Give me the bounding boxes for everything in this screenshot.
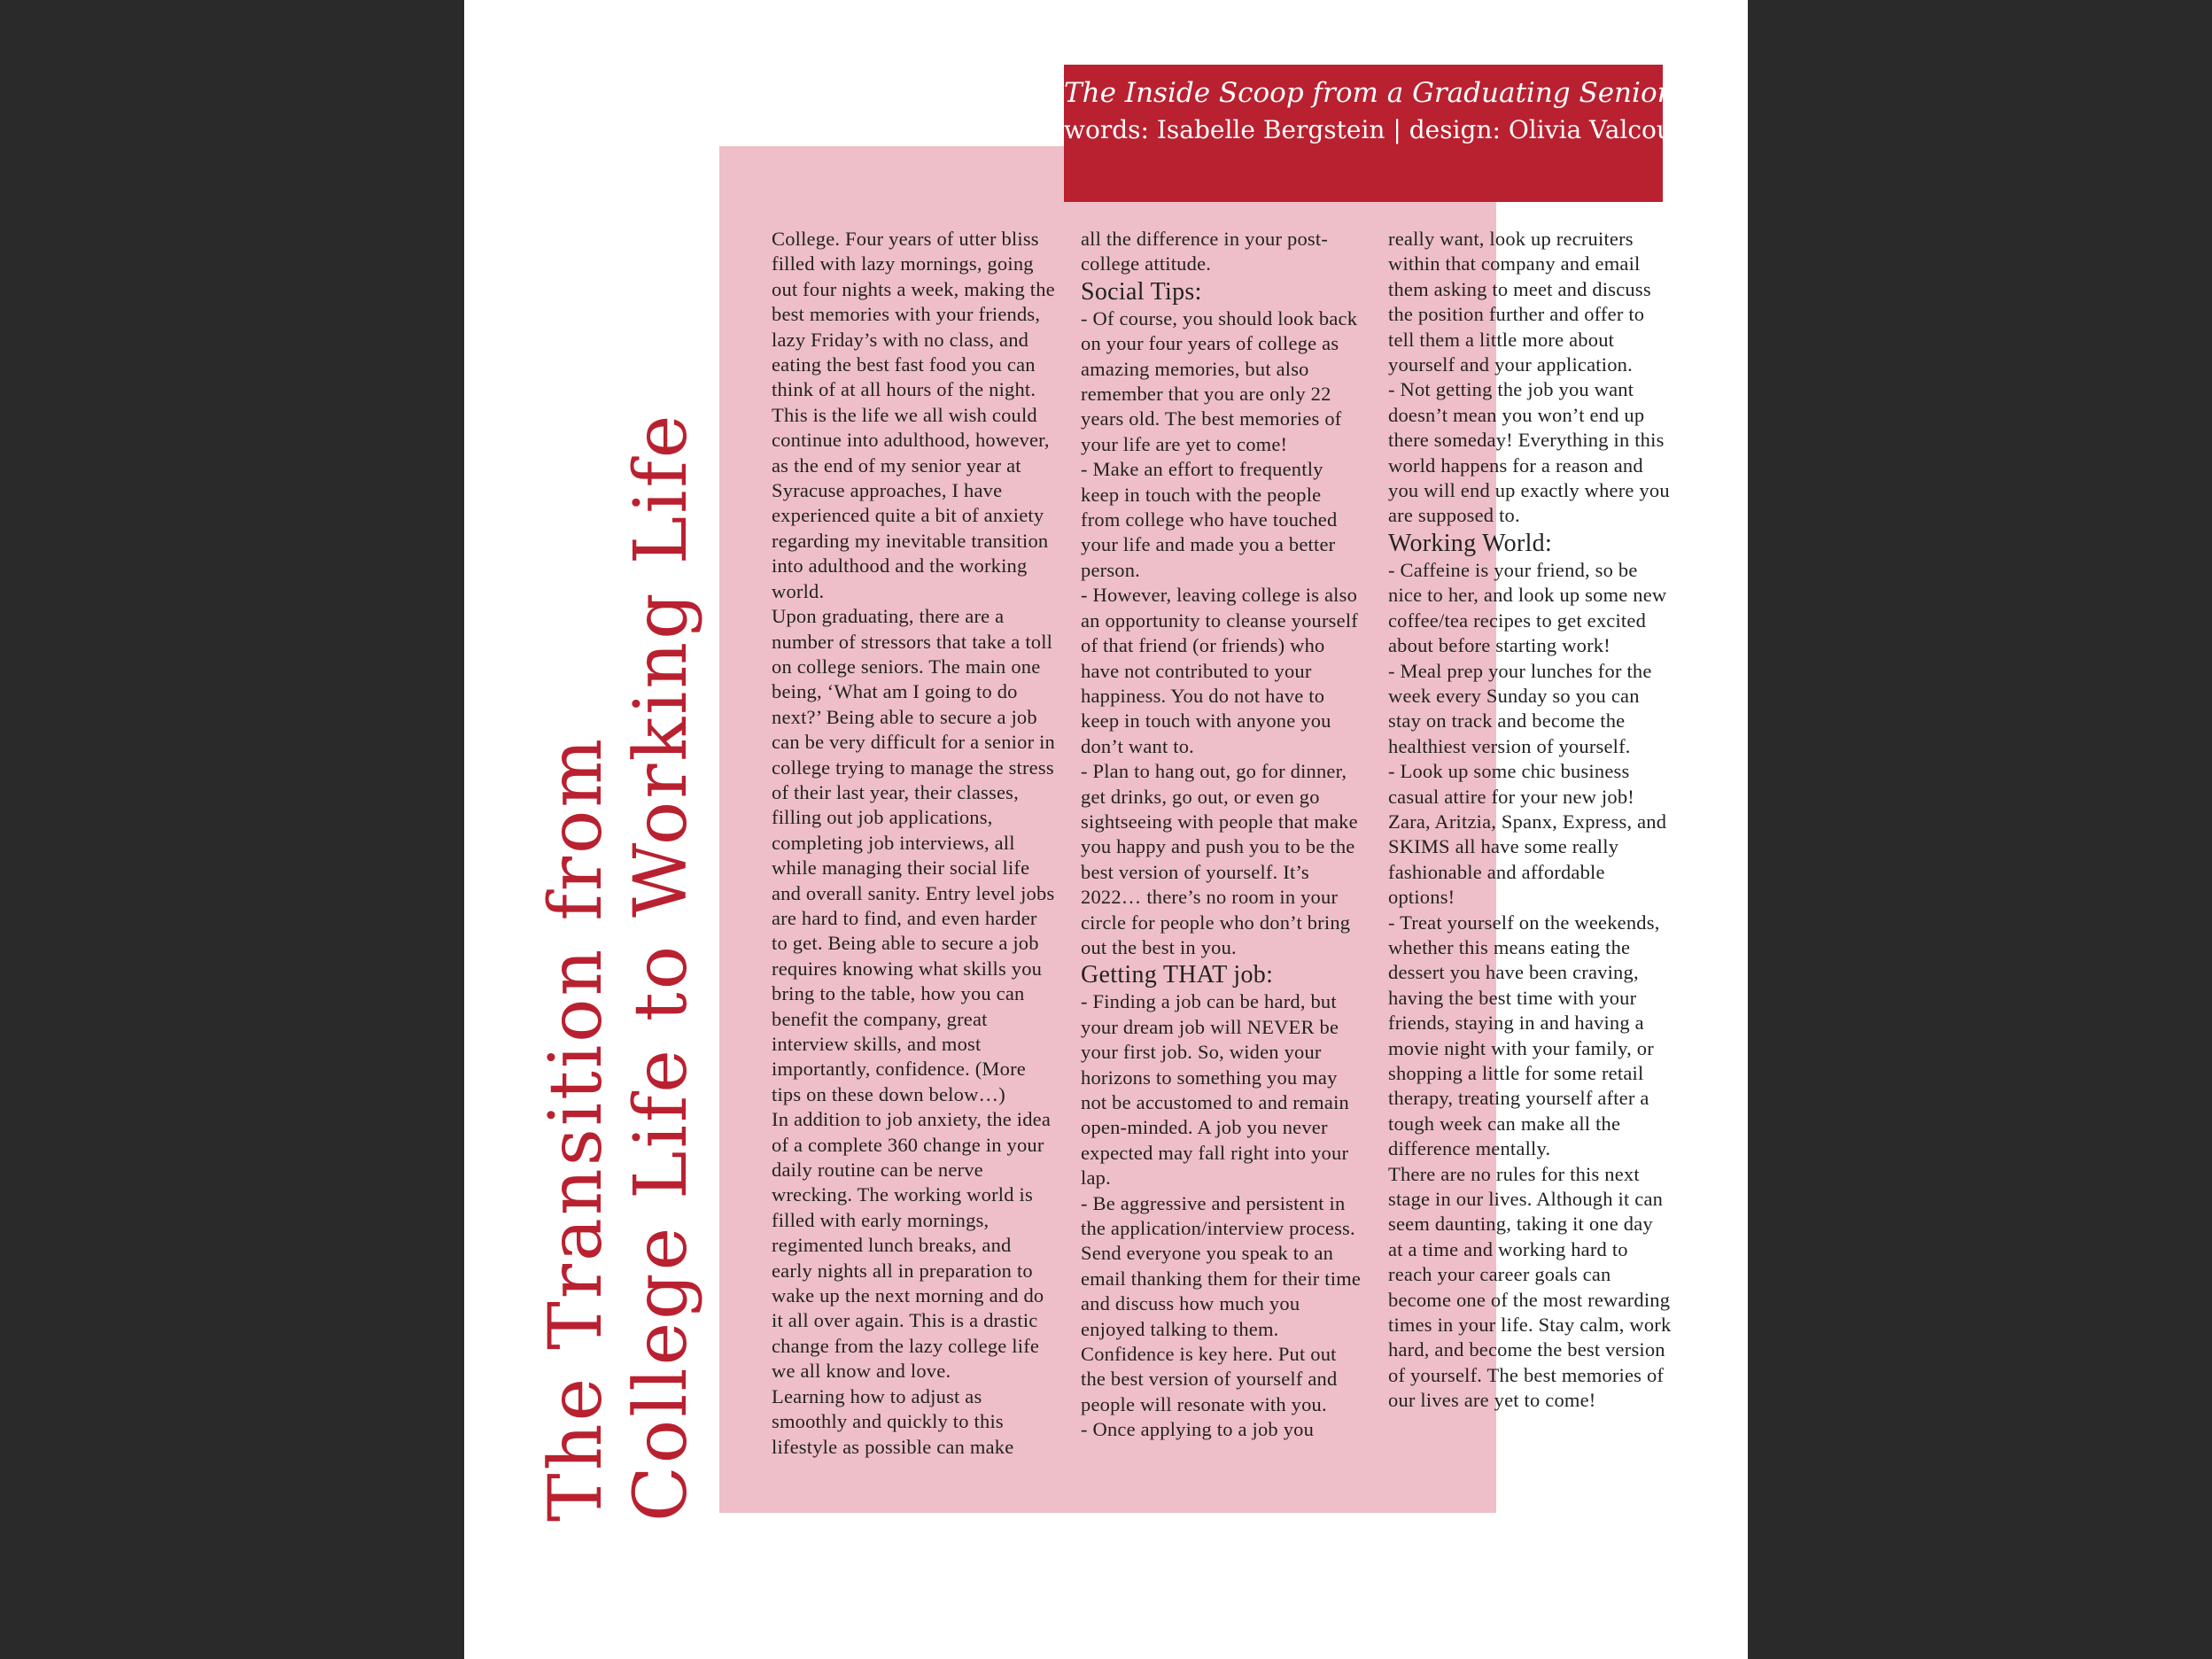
tip-item: - Not getting the job you want doesn’t mean you won’t end up there someday! Everything in this world happens for a reason and you will end up exactly where you are supposed to. <box>1388 378 1670 527</box>
paragraph: Learning how to adjust as smoothly and quickly to this lifestyle as possible can make <box>772 1384 1014 1458</box>
title-line-2: College Life to Working Life <box>619 412 703 1522</box>
tip-item: - Of course, you should look back on your four years of college as amazing memories, but also remember that you are only 22 years old. The best memories of your life are yet to come! <box>1081 306 1358 455</box>
tip-item: - Make an effort to frequently keep in touch with the people from college who have touched your life and made you a better person. <box>1081 458 1338 581</box>
text-column-2 <box>1081 227 1364 1443</box>
tip-item: - Be aggressive and persistent in the application/interview process. Send everyone you speak to an email thanking them for their time and discuss how much you enjoyed talking to them. Confidence is key here. Put out the best version of yourself and people will resonate with you. <box>1081 1191 1362 1415</box>
section-heading-getting-job: Getting THAT job: <box>1081 961 1274 989</box>
magazine-page <box>464 0 1748 1659</box>
article-credits: words: Isabelle Bergstein | design: Olivia Valcourt <box>1064 114 1695 144</box>
text-column-3 <box>1388 227 1672 1414</box>
tip-item: - Finding a job can be hard, but your dream job will NEVER be your first job. So, widen your horizons to something you may not be accustomed to and remain open-minded. A job you never expected may fall right into your lap. <box>1081 990 1349 1190</box>
tip-item: - Meal prep your lunches for the week every Sunday so you can stay on track and become the healthiest version of yourself. <box>1388 659 1652 757</box>
paragraph: In addition to job anxiety, the idea of a complete 360 change in your daily routine can be nerve wrecking. The working world is filled with early mornings, regimented lunch breaks, and early nights all in preparation to wake up the next morning and do it all over again. This is a drastic change from the lazy college life we all know and love. <box>772 1108 1052 1383</box>
paragraph: College. Four years of utter bliss filled with lazy mornings, going out four nights a week, making the best memories with your friends, lazy Friday’s with no class, and eating the best fast food you can think of at all hours of the night. This is the life we all wish could continue into adulthood, however, as the end of my senior year at Syracuse approaches, I have experienced quite a bit of anxiety regarding my inevitable transition into adulthood and the working world. <box>772 228 1055 602</box>
paragraph: Upon graduating, there are a number of stressors that take a toll on college seniors. The main one being, ‘What am I going to do next?’ Being able to secure a job can be very difficult for a senior in college trying to manage the stress of their last year, their classes, filling out job applications, completing job interviews, all while managing their social life and overall sanity. Entry level jobs are hard to find, and even harder to get. Being able to secure a job requires knowing what skills you bring to the table, how you can benefit the company, great interview skills, and most importantly, confidence. (More tips on these down below…) <box>772 605 1055 1105</box>
tip-item: - Caffeine is your friend, so be nice to her, and look up some new coffee/tea recipes to get excited about before starting work! <box>1388 558 1667 657</box>
title-line-1: The Transition from <box>534 735 618 1522</box>
conclusion-paragraph: There are no rules for this next stage in our lives. Although it can seem daunting, taking it one day at a time and working hard to reach your career goals can become one of the most rewarding times in your life. Stay calm, work hard, and become the best version of yourself. The best memories of our lives are yet to come! <box>1388 1162 1672 1412</box>
section-heading-social-tips: Social Tips: <box>1081 277 1202 306</box>
tip-item: - Look up some chic business casual attire for your new job! Zara, Aritzia, Spanx, Express, and SKIMS all have some really fashionable and affordable options! <box>1388 760 1667 909</box>
text-column-1 <box>772 227 1055 1460</box>
paragraph: all the difference in your post-college attitude. <box>1081 228 1329 275</box>
paragraph: really want, look up recruiters within that company and email them asking to meet and discuss the position further and offer to tell them a little more about yourself and your application. <box>1388 228 1651 376</box>
tip-item: - Once applying to a job you <box>1081 1418 1315 1441</box>
tip-item: - Plan to hang out, go for dinner, get drinks, go out, or even go sightseeing with people that make you happy and push you to be the best version of yourself. It’s 2022… there’s no room in your circle for people who don’t bring out the best in you. <box>1081 760 1358 958</box>
tip-item: - Treat yourself on the weekends, whether this means eating the dessert you have been craving, having the best time with your friends, staying in and having a movie night with your family, or shopping a little for some retail therapy, treating yourself after a tough week can make all the difference mentally. <box>1388 911 1660 1160</box>
tip-item: - However, leaving college is also an opportunity to cleanse yourself of that friend (or friends) who have not contributed to your happiness. You do not have to keep in touch with anyone you don’t want to. <box>1081 584 1358 757</box>
article-subtitle: The Inside Scoop from a Graduating Senior <box>1064 77 1671 109</box>
article-title <box>534 131 711 1522</box>
header-box <box>1064 65 1695 202</box>
section-heading-working-world: Working World: <box>1388 529 1553 557</box>
